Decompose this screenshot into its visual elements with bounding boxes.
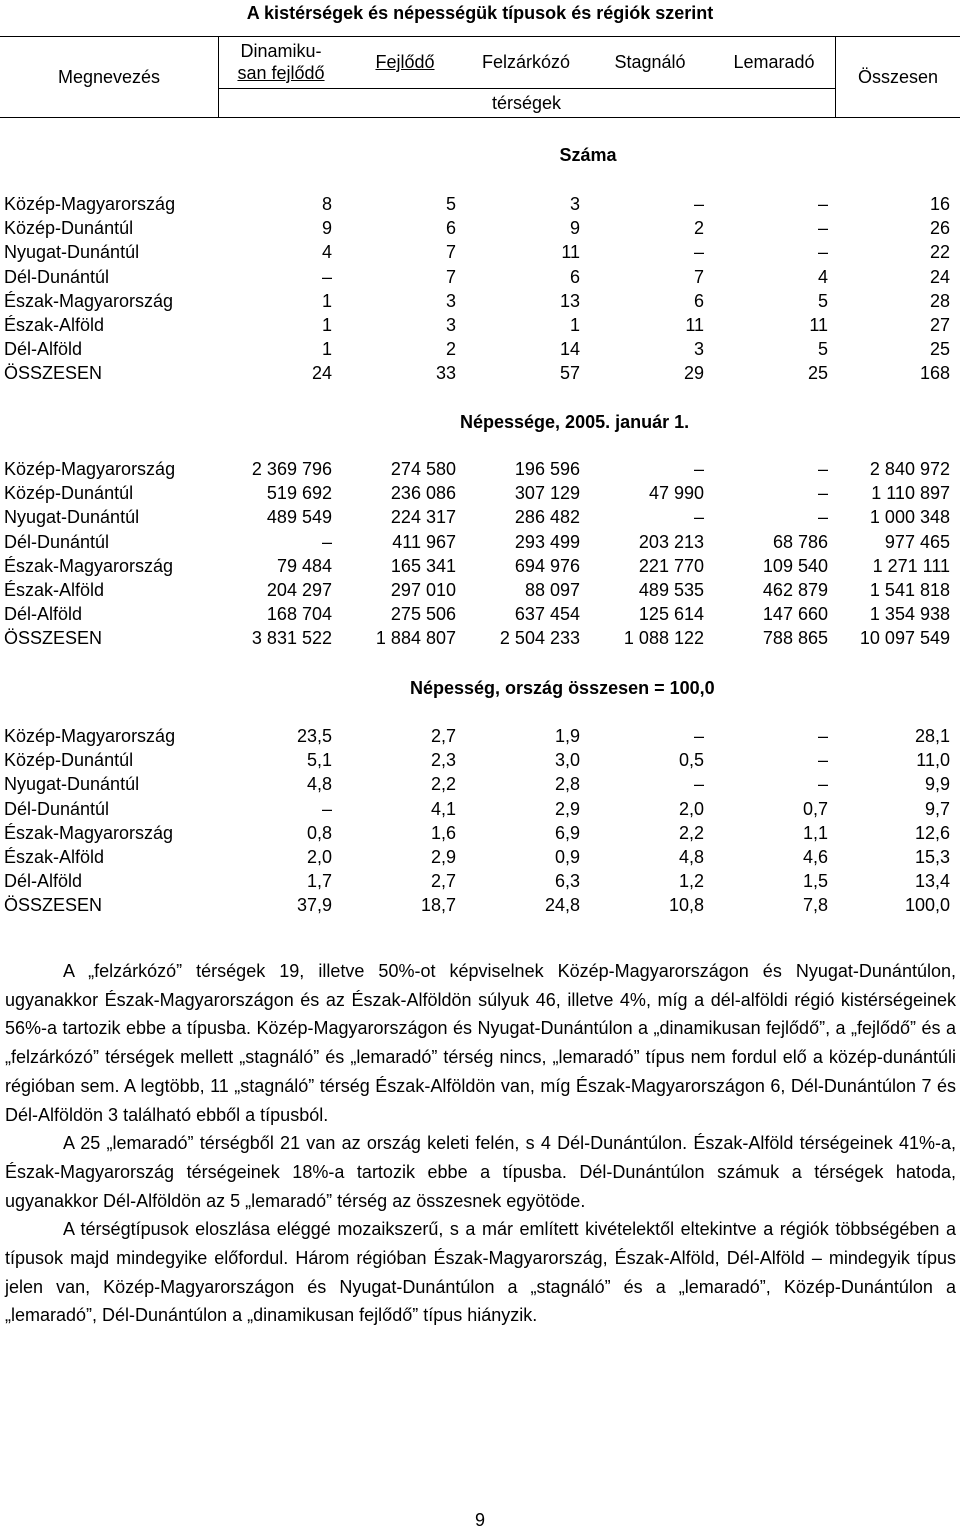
cell-value: 489 535 bbox=[638, 580, 704, 601]
cell-value: 694 976 bbox=[514, 555, 580, 576]
cell-value: 37,9 bbox=[296, 895, 332, 916]
header-bottom-rule bbox=[0, 117, 960, 118]
cell-value: 1 884 807 bbox=[375, 628, 456, 649]
cell-value: 0,9 bbox=[554, 847, 580, 868]
row-label: Dél-Dunántúl bbox=[4, 531, 110, 552]
cell-value: 125 614 bbox=[638, 604, 704, 625]
cell-value: 6,3 bbox=[554, 871, 580, 892]
table-row bbox=[4, 240, 950, 264]
header-col-dynamic-line2: san fejlődő bbox=[237, 63, 325, 83]
cell-value: 1 bbox=[321, 315, 332, 336]
cell-value: 1 110 897 bbox=[871, 483, 950, 504]
table-row bbox=[4, 748, 950, 772]
cell-value: 293 499 bbox=[514, 531, 580, 552]
cell-value: 15,3 bbox=[914, 847, 950, 868]
table-row bbox=[4, 772, 950, 796]
table-row bbox=[4, 626, 950, 650]
cell-value: 0,5 bbox=[678, 750, 704, 771]
table-title: A kistérségek és népességük típusok és régiók szerint bbox=[246, 3, 714, 23]
cell-value: 221 770 bbox=[638, 555, 704, 576]
header-total-col: Összesen bbox=[857, 67, 939, 87]
cell-value: 18,7 bbox=[420, 895, 456, 916]
cell-value: 79 484 bbox=[276, 555, 332, 576]
cell-value: 24 bbox=[311, 363, 332, 384]
row-label: Észak-Alföld bbox=[4, 847, 105, 868]
cell-value: 1,5 bbox=[802, 871, 828, 892]
cell-value: – bbox=[817, 726, 828, 747]
cell-value: – bbox=[817, 750, 828, 771]
cell-value: 2,0 bbox=[678, 798, 704, 819]
cell-value: – bbox=[321, 531, 332, 552]
cell-value: 16 bbox=[929, 194, 950, 215]
cell-value: 29 bbox=[683, 363, 704, 384]
cell-value: 11,0 bbox=[916, 750, 950, 771]
row-label: Dél-Dunántúl bbox=[4, 266, 110, 287]
section-heading-population: Népessége, 2005. január 1. bbox=[460, 412, 690, 432]
table-row bbox=[4, 821, 950, 845]
cell-value: 5 bbox=[817, 339, 828, 360]
header-col-stagnant: Stagnáló bbox=[614, 52, 686, 72]
table-row bbox=[4, 505, 950, 529]
header-name-col: Megnevezés bbox=[57, 67, 161, 87]
row-label: Közép-Dunántúl bbox=[4, 218, 134, 239]
cell-value: 4,8 bbox=[678, 847, 704, 868]
cell-value: 14 bbox=[559, 339, 580, 360]
cell-value: – bbox=[693, 726, 704, 747]
header-sub-rule bbox=[218, 88, 835, 89]
cell-value: 4,8 bbox=[306, 774, 332, 795]
cell-value: 2,0 bbox=[306, 847, 332, 868]
row-label: Közép-Magyarország bbox=[4, 726, 176, 747]
table-row bbox=[4, 602, 950, 626]
cell-value: 286 482 bbox=[514, 507, 580, 528]
row-label: Közép-Dunántúl bbox=[4, 750, 134, 771]
cell-value: 6,9 bbox=[554, 822, 580, 843]
cell-value: 1 bbox=[321, 290, 332, 311]
cell-value: 236 086 bbox=[390, 483, 456, 504]
header-col-dynamic bbox=[219, 40, 343, 84]
cell-value: 13 bbox=[559, 290, 580, 311]
cell-value: – bbox=[817, 483, 828, 504]
table-row bbox=[4, 724, 950, 748]
cell-value: 3,0 bbox=[554, 750, 580, 771]
cell-value: 2,3 bbox=[430, 750, 456, 771]
cell-value: 2 bbox=[693, 218, 704, 239]
cell-value: 4 bbox=[817, 266, 828, 287]
cell-value: 2,8 bbox=[554, 774, 580, 795]
cell-value: 1,7 bbox=[306, 871, 332, 892]
cell-value: 3 831 522 bbox=[251, 628, 332, 649]
cell-value: 8 bbox=[321, 194, 332, 215]
cell-value: – bbox=[817, 774, 828, 795]
cell-value: 9 bbox=[321, 218, 332, 239]
cell-value: 3 bbox=[693, 339, 704, 360]
cell-value: 28 bbox=[929, 290, 950, 311]
cell-value: 26 bbox=[929, 218, 950, 239]
cell-value: 1 bbox=[321, 339, 332, 360]
row-label: Dél-Alföld bbox=[4, 871, 83, 892]
cell-value: 11 bbox=[685, 315, 704, 336]
cell-value: 203 213 bbox=[638, 531, 704, 552]
header-col-developing bbox=[343, 51, 467, 73]
cell-value: 297 010 bbox=[390, 580, 456, 601]
cell-value: 0,8 bbox=[306, 822, 332, 843]
section-table-count-body bbox=[4, 192, 950, 386]
row-label: Dél-Dunántúl bbox=[4, 798, 110, 819]
row-label: Észak-Magyarország bbox=[4, 822, 174, 843]
cell-value: – bbox=[693, 242, 704, 263]
cell-value: 7 bbox=[693, 266, 704, 287]
cell-value: 10 097 549 bbox=[859, 628, 950, 649]
table-row bbox=[4, 797, 950, 821]
cell-value: 1 354 938 bbox=[869, 604, 950, 625]
cell-value: 7 bbox=[445, 242, 456, 263]
cell-value: 1,1 bbox=[802, 822, 828, 843]
table-row bbox=[4, 578, 950, 602]
table-row bbox=[4, 361, 950, 385]
header-group-label: térségek bbox=[491, 93, 562, 113]
cell-value: 4 bbox=[321, 242, 332, 263]
table-row bbox=[4, 192, 950, 216]
cell-value: 519 692 bbox=[266, 483, 332, 504]
table-row bbox=[4, 337, 950, 361]
header-col-dynamic-line1: Dinamiku- bbox=[240, 41, 322, 61]
header-top-rule bbox=[0, 36, 960, 37]
cell-value: 411 967 bbox=[392, 531, 456, 552]
section-table-count bbox=[4, 192, 950, 386]
table-row bbox=[4, 869, 950, 893]
cell-value: 68 786 bbox=[772, 531, 828, 552]
row-label: Közép-Magyarország bbox=[4, 194, 176, 215]
row-label: Nyugat-Dunántúl bbox=[4, 242, 140, 263]
cell-value: 9,9 bbox=[924, 774, 950, 795]
cell-value: 2 840 972 bbox=[869, 459, 950, 480]
cell-value: – bbox=[817, 218, 828, 239]
cell-value: 9 bbox=[569, 218, 580, 239]
cell-value: – bbox=[817, 507, 828, 528]
row-label: ÖSSZESEN bbox=[4, 628, 103, 649]
cell-value: 307 129 bbox=[514, 483, 580, 504]
row-label: Dél-Alföld bbox=[4, 339, 83, 360]
cell-value: 489 549 bbox=[266, 507, 332, 528]
cell-value: 11 bbox=[809, 315, 828, 336]
cell-value: 5 bbox=[445, 194, 456, 215]
section-table-population-body bbox=[4, 457, 950, 651]
cell-value: 1,2 bbox=[678, 871, 704, 892]
cell-value: 10,8 bbox=[668, 895, 704, 916]
cell-value: 204 297 bbox=[266, 580, 332, 601]
cell-value: 7 bbox=[445, 266, 456, 287]
body-text bbox=[5, 957, 956, 1330]
cell-value: 3 bbox=[445, 315, 456, 336]
section-table-population bbox=[4, 457, 950, 651]
cell-value: – bbox=[817, 194, 828, 215]
cell-value: – bbox=[817, 242, 828, 263]
row-label: Nyugat-Dunántúl bbox=[4, 774, 140, 795]
cell-value: 24,8 bbox=[544, 895, 580, 916]
cell-value: – bbox=[817, 459, 828, 480]
cell-value: 977 465 bbox=[884, 531, 950, 552]
table-row bbox=[4, 457, 950, 481]
table-row bbox=[4, 845, 950, 869]
cell-value: 13,4 bbox=[914, 871, 950, 892]
header-col-lagging: Lemaradó bbox=[733, 52, 815, 72]
cell-value: 147 660 bbox=[762, 604, 828, 625]
row-label: Észak-Magyarország bbox=[4, 290, 174, 311]
cell-value: 1 088 122 bbox=[623, 628, 704, 649]
cell-value: 33 bbox=[435, 363, 456, 384]
cell-value: 7,8 bbox=[802, 895, 828, 916]
cell-value: 196 596 bbox=[514, 459, 580, 480]
cell-value: 2,2 bbox=[430, 774, 456, 795]
cell-value: 3 bbox=[445, 290, 456, 311]
cell-value: 2 bbox=[445, 339, 456, 360]
cell-value: 2,7 bbox=[430, 871, 456, 892]
row-label: Észak-Magyarország bbox=[4, 555, 174, 576]
cell-value: 4,1 bbox=[430, 798, 456, 819]
table-row bbox=[4, 481, 950, 505]
row-label: Észak-Alföld bbox=[4, 580, 105, 601]
section-table-share bbox=[4, 724, 950, 918]
page-number: 9 bbox=[474, 1510, 485, 1530]
cell-value: 6 bbox=[569, 266, 580, 287]
cell-value: – bbox=[321, 798, 332, 819]
cell-value: – bbox=[693, 194, 704, 215]
cell-value: 275 506 bbox=[390, 604, 456, 625]
cell-value: 24 bbox=[929, 266, 950, 287]
cell-value: 224 317 bbox=[390, 507, 456, 528]
cell-value: 1,9 bbox=[554, 726, 580, 747]
cell-value: 28,1 bbox=[914, 726, 950, 747]
cell-value: 6 bbox=[693, 290, 704, 311]
cell-value: – bbox=[693, 507, 704, 528]
row-label: ÖSSZESEN bbox=[4, 363, 103, 384]
cell-value: 9,7 bbox=[924, 798, 950, 819]
cell-value: 109 540 bbox=[762, 555, 828, 576]
cell-value: 23,5 bbox=[296, 726, 332, 747]
cell-value: – bbox=[693, 774, 704, 795]
row-label: Közép-Magyarország bbox=[4, 459, 176, 480]
table-row bbox=[4, 265, 950, 289]
cell-value: 168 bbox=[919, 363, 950, 384]
cell-value: 5 bbox=[817, 290, 828, 311]
section-heading-count: Száma bbox=[559, 145, 617, 165]
cell-value: 274 580 bbox=[390, 459, 456, 480]
cell-value: 2,2 bbox=[678, 822, 704, 843]
cell-value: 2,9 bbox=[430, 847, 456, 868]
cell-value: 12,6 bbox=[914, 822, 950, 843]
cell-value: 3 bbox=[569, 194, 580, 215]
row-label: Nyugat-Dunántúl bbox=[4, 507, 140, 528]
cell-value: 11 bbox=[561, 242, 580, 263]
cell-value: 1 541 818 bbox=[869, 580, 950, 601]
row-label: Észak-Alföld bbox=[4, 315, 105, 336]
cell-value: 1,6 bbox=[430, 822, 456, 843]
header-col-developing-label: Fejlődő bbox=[375, 52, 435, 72]
cell-value: 100,0 bbox=[904, 895, 950, 916]
cell-value: 168 704 bbox=[266, 604, 332, 625]
paragraph: A 25 „lemaradó” térségből 21 van az ország keleti felén, s 4 Dél-Dunántúlon. Észak-Alföld térségeinek 41%-a, Észak-Magyarország térségeinek 18%-a tartozik ebbe a típusba. Dél-Dunántúlon számuk a térségek hatoda, ugyanakkor Dél-Alföldön az 5 „lemaradó” térség az összesnek egyötöde. bbox=[5, 1133, 956, 1211]
cell-value: 0,7 bbox=[802, 798, 828, 819]
table-row bbox=[4, 313, 950, 337]
table-row bbox=[4, 893, 950, 917]
cell-value: 462 879 bbox=[762, 580, 828, 601]
cell-value: 47 990 bbox=[648, 483, 704, 504]
cell-value: 5,1 bbox=[306, 750, 332, 771]
section-heading-share: Népesség, ország összesen = 100,0 bbox=[410, 678, 715, 698]
row-label: Dél-Alföld bbox=[4, 604, 83, 625]
cell-value: 1 271 111 bbox=[872, 555, 950, 576]
cell-value: 25 bbox=[807, 363, 828, 384]
cell-value: 788 865 bbox=[762, 628, 828, 649]
table-row bbox=[4, 554, 950, 578]
cell-value: 6 bbox=[445, 218, 456, 239]
cell-value: 88 097 bbox=[524, 580, 580, 601]
cell-value: 637 454 bbox=[514, 604, 580, 625]
cell-value: – bbox=[693, 459, 704, 480]
table-row bbox=[4, 289, 950, 313]
cell-value: 22 bbox=[929, 242, 950, 263]
cell-value: 2 504 233 bbox=[499, 628, 580, 649]
paragraph: A „felzárkózó” térségek 19, illetve 50%-ot képviselnek Közép-Magyarországon és Nyugat-Dunántúlon, ugyanakkor Észak-Magyarországon és az Észak-Alföldön súlyuk 46, illetve 4%, míg a dél-alföldi régió kistérségeinek 56%-a tartozik ebbe a típusba. Közép-Magyarországon és Nyugat-Dunántúlon a „dinamikusan fejlődő”, a „fejlődő” és a „felzárkózó” térségek mellett „stagnáló” és „lemaradó” térség nincs, „lemaradó” típus nem fordul elő a közép-dunántúli régióban sem. A legtöbb, 11 „stagnáló” térség Észak-Alföldön van, míg Észak-Magyarországon 6, Dél-Dunántúlon 7 és Dél-Alföldön 3 található ebből a típusból. bbox=[5, 961, 956, 1125]
cell-value: 2 369 796 bbox=[251, 459, 332, 480]
cell-value: 27 bbox=[929, 315, 950, 336]
row-label: ÖSSZESEN bbox=[4, 895, 103, 916]
header-col-catching-up: Felzárkózó bbox=[481, 52, 571, 72]
cell-value: 2,9 bbox=[554, 798, 580, 819]
cell-value: 25 bbox=[929, 339, 950, 360]
cell-value: 1 bbox=[569, 315, 580, 336]
table-row bbox=[4, 216, 950, 240]
row-label: Közép-Dunántúl bbox=[4, 483, 134, 504]
cell-value: 2,7 bbox=[430, 726, 456, 747]
paragraph: A térségtípusok eloszlása eléggé mozaikszerű, s a már említett kivételektől eltekintve a régiók többségében a típusok majd mindegyike előfordul. Három régióban Észak-Magyarország, Észak-Alföld, Dél-Alföld – mindegyik típus jelen van, Közép-Magyarországon és Nyugat-Dunántúlon a „stagnáló” és a „lemaradó”, Közép-Dunántúlon a „lemaradó”, Dél-Dunántúlon a „dinamikusan fejlődő” típus hiányzik. bbox=[5, 1219, 956, 1326]
cell-value: 57 bbox=[559, 363, 580, 384]
cell-value: – bbox=[321, 266, 332, 287]
cell-value: 4,6 bbox=[802, 847, 828, 868]
cell-value: 1 000 348 bbox=[869, 507, 950, 528]
table-row bbox=[4, 530, 950, 554]
cell-value: 165 341 bbox=[390, 555, 456, 576]
section-table-share-body bbox=[4, 724, 950, 918]
